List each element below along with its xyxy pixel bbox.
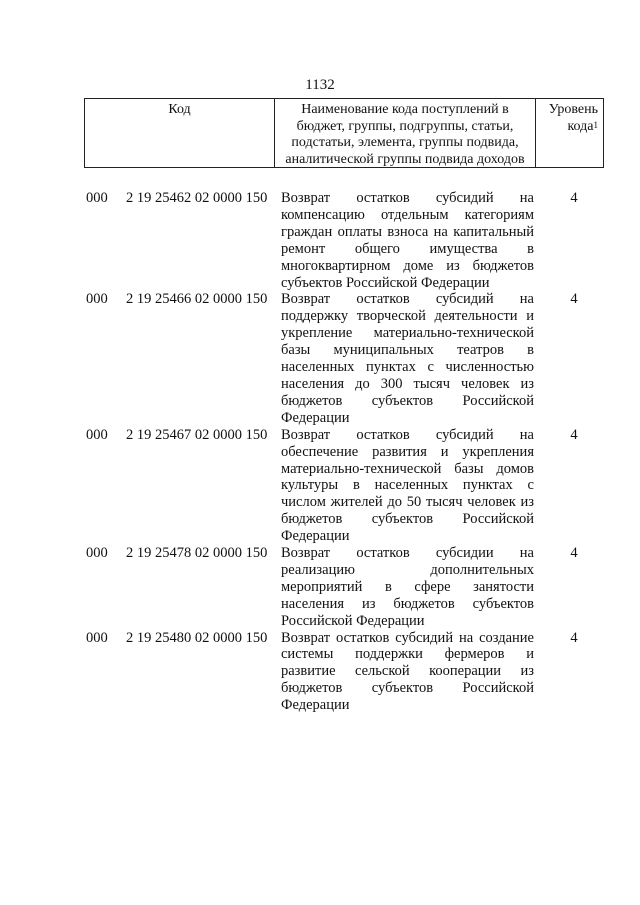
row-code: 2 19 25478 02 0000 150 [126, 545, 268, 562]
table-row [84, 630, 604, 715]
row-prefix: 000 [86, 426, 108, 443]
row-name: Возврат остатков субсидии на реализацию дополнительных мероприятий в сфере занятости населения из бюджетов субъектов Российской Федерации [281, 545, 534, 629]
table-row [84, 190, 604, 291]
row-prefix: 000 [86, 545, 108, 562]
page-number: 1132 [305, 77, 335, 93]
row-prefix: 000 [86, 629, 108, 646]
header-name: Наименование кода поступлений в бюджет, группы, подгруппы, статьи, подстатьи, элемента, группы подвида, аналитической группы подвида доходов [274, 99, 535, 167]
row-code: 2 19 25467 02 0000 150 [126, 426, 268, 443]
row-code: 2 19 25480 02 0000 150 [126, 629, 268, 646]
row-name: Возврат остатков субсидий на создание системы поддержки фермеров и развитие сельской кооперации из бюджетов субъектов Российской Федерации [281, 629, 534, 714]
row-level: 4 [570, 426, 578, 443]
row-name: Возврат остатков субсидий на компенсацию отдельным категориям граждан оплаты взноса на капитальный ремонт общего имущества в многоквартирном доме из бюджетов субъектов Российской Федерации [281, 190, 534, 291]
row-level: 4 [570, 291, 578, 308]
table-row [84, 427, 604, 545]
table-body [84, 190, 604, 714]
table-row [84, 545, 604, 630]
row-name: Возврат остатков субсидий на обеспечение развития и укрепления материально-технической базы домов культуры в населенных пунктах с числом жителей до 50 тысяч человек из бюджетов субъектов Российской Федерации [281, 426, 534, 545]
header-level [535, 99, 603, 167]
table-header [84, 98, 604, 168]
row-prefix: 000 [86, 190, 108, 206]
row-prefix: 000 [86, 291, 108, 308]
row-code: 2 19 25462 02 0000 150 [126, 190, 268, 206]
header-level-label: Уровень кода [548, 102, 598, 134]
row-name: Возврат остатков субсидий на поддержку творческой деятельности и укрепление материально-технической базы муниципальных театров в населенных пунктах с численностью населения до 300 тысяч человек из бюджетов субъектов Российской Федерации [281, 291, 534, 426]
footnote-marker: 1 [593, 119, 598, 130]
row-code: 2 19 25466 02 0000 150 [126, 291, 268, 308]
row-level: 4 [570, 545, 578, 562]
table-row [84, 291, 604, 426]
row-level: 4 [570, 190, 578, 206]
row-level: 4 [570, 629, 578, 646]
header-code: Код [168, 102, 191, 117]
